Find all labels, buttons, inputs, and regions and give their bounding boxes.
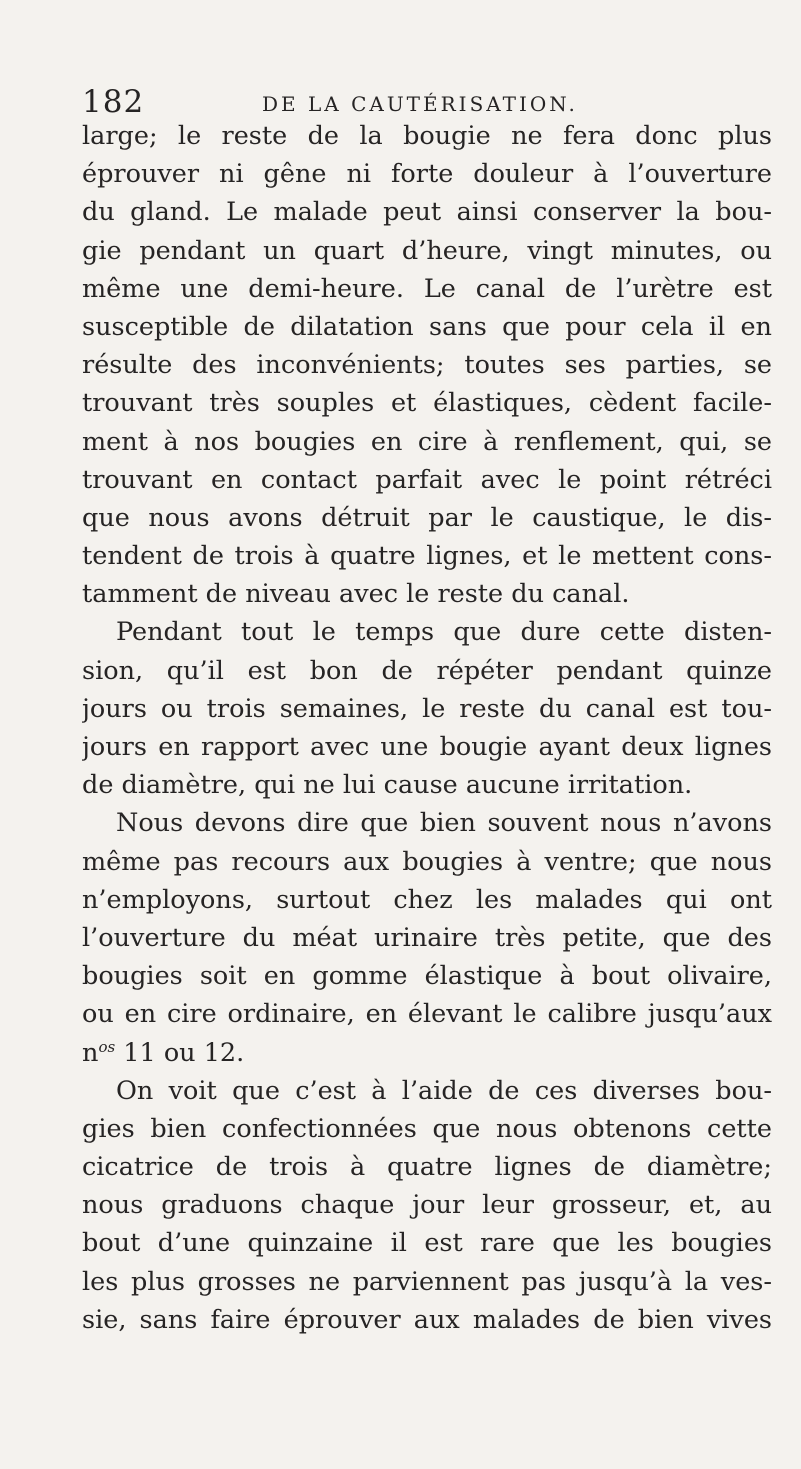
text-line: du gland. Le malade peut ainsi conserver la bou- <box>82 197 772 228</box>
running-title: DE LA CAUTÉRISATION. <box>262 92 578 116</box>
text-line: même pas recours aux bougies à ventre; que nous <box>82 846 772 877</box>
text-line-numbers <box>82 1034 772 1072</box>
text-line: de diamètre, qui ne lui cause aucune irritation. <box>82 770 693 801</box>
text-line: les plus grosses ne parviennent pas jusqu’à la ves- <box>82 1266 772 1297</box>
text-line: trouvant très souples et élastiques, cèdent facile- <box>82 388 772 419</box>
abbrev-n: n <box>82 1037 99 1068</box>
text-line: bout d’une quinzaine il est rare que les bougies <box>82 1228 772 1259</box>
text-line: résulte des inconvénients; toutes ses parties, se <box>82 350 772 381</box>
text-line: l’ouverture du méat urinaire très petite, que des <box>82 922 772 953</box>
text-line: bougies soit en gomme élastique à bout olivaire, <box>82 961 772 992</box>
text-line: Nous devons dire que bien souvent nous n’avons <box>116 808 772 839</box>
text-line: Pendant tout le temps que dure cette disten- <box>116 617 772 648</box>
text-line: n’employons, surtout chez les malades qui ont <box>82 884 772 915</box>
text-line: jours ou trois semaines, le reste du canal est tou- <box>82 693 772 724</box>
text-line: trouvant en contact parfait avec le point rétréci <box>82 464 772 495</box>
abbrev-superscript: os <box>98 1037 116 1056</box>
text-line: que nous avons détruit par le caustique, le dis- <box>82 502 772 533</box>
text-line: nous graduons chaque jour leur grosseur, et, au <box>82 1190 772 1221</box>
text-line: tamment de niveau avec le reste du canal. <box>82 579 630 610</box>
body-text <box>82 117 772 1339</box>
text-line: susceptible de dilatation sans que pour cela il en <box>82 311 772 342</box>
text-line: gies bien confectionnées que nous obtenons cette <box>82 1113 772 1144</box>
text-line: éprouver ni gêne ni forte douleur à l’ouverture <box>82 159 772 190</box>
text-line: sion, qu’il est bon de répéter pendant quinze <box>82 655 772 686</box>
numbers-text: 11 ou 12. <box>115 1037 245 1068</box>
text-line: tendent de trois à quatre lignes, et le mettent cons- <box>82 541 772 572</box>
page-number: 182 <box>82 84 145 120</box>
text-line: On voit que c’est à l’aide de ces diverses bou- <box>116 1075 772 1106</box>
text-line: ou en cire ordinaire, en élevant le calibre jusqu’aux <box>82 999 772 1030</box>
text-line: même une demi-heure. Le canal de l’urètre est <box>82 273 772 304</box>
text-line: large; le reste de la bougie ne fera donc plus <box>82 121 772 151</box>
text-line: sie, sans faire éprouver aux malades de bien vives <box>82 1304 772 1335</box>
text-line: ment à nos bougies en cire à renflement, qui, se <box>82 426 772 457</box>
text-line: gie pendant un quart d’heure, vingt minutes, ou <box>82 235 772 266</box>
text-line: cicatrice de trois à quatre lignes de diamètre; <box>82 1152 772 1183</box>
text-line: jours en rapport avec une bougie ayant deux lignes <box>82 732 772 762</box>
